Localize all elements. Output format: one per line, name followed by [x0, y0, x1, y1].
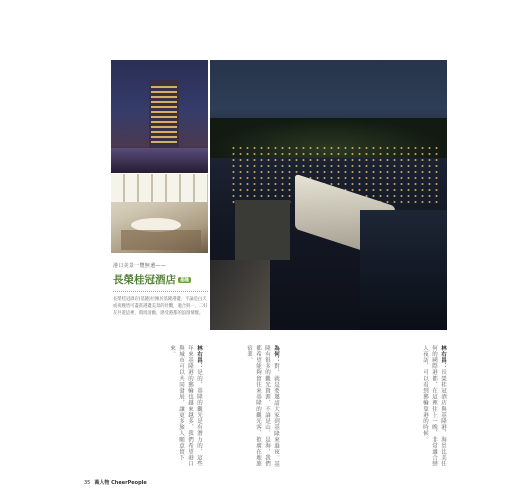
- caption-body: 長榮桂冠酒店(基隆)位擁於基隆港邊，不論是白天或夜晚皆可盡賞港邊美景的壯觀，適合與一、二好友共遊這裡，環境清幽，感受港都的浪漫情懷。: [113, 297, 208, 316]
- harbor-water: [111, 148, 208, 173]
- interview-text: 是的，基隆的觀光是有潛力的，這些年來基隆港的郵輪也越來越多，我們希望港口與城市可以共同發展，讓更多旅人願意留下來。: [169, 345, 202, 467]
- speaker-label: 林右昌：: [196, 345, 202, 370]
- window-panes: [111, 174, 208, 202]
- chairs: [121, 230, 201, 250]
- interview-text: 對，就是要邀請大家到基隆來過夜。基隆有很多的觀光資源，不論是山、是海，我們都希望能夠留住來基隆的觀光客，推廣在地旅宿業。: [246, 345, 279, 467]
- speaker-label: 為何：: [273, 345, 279, 364]
- hotel-night-photo: [111, 60, 208, 173]
- caption-badge: 基隆: [180, 278, 189, 283]
- road: [210, 260, 270, 330]
- keelung-harbor-night-photo: [210, 60, 447, 330]
- pier-building: [235, 200, 290, 260]
- interview-left: [113, 345, 203, 467]
- interview-middle: [210, 345, 280, 467]
- page-number: 35: [84, 480, 91, 486]
- interview-right: [287, 345, 447, 467]
- harbor-water: [360, 210, 447, 330]
- magazine-name: 萬人物 CheerPeople: [94, 480, 147, 486]
- interview-text: 長榮桂冠酒店與基隆港，海景比美任何的國際港都，在這裡住上一晚，非常適合戀人夜訪，可以看到郵輪靠港的時候。: [422, 345, 446, 467]
- caption-title-text: 長榮桂冠酒店: [113, 274, 176, 286]
- hotel-windows: [151, 86, 177, 146]
- restaurant-photo: [111, 174, 208, 253]
- caption-subtitle: 港口美景一覽無遺——: [113, 263, 167, 269]
- page-footer: [84, 479, 147, 486]
- caption-divider: [113, 291, 208, 292]
- speaker-label: 林右昌：: [440, 345, 446, 370]
- caption-title: [113, 272, 208, 287]
- hotel-caption: [113, 262, 208, 317]
